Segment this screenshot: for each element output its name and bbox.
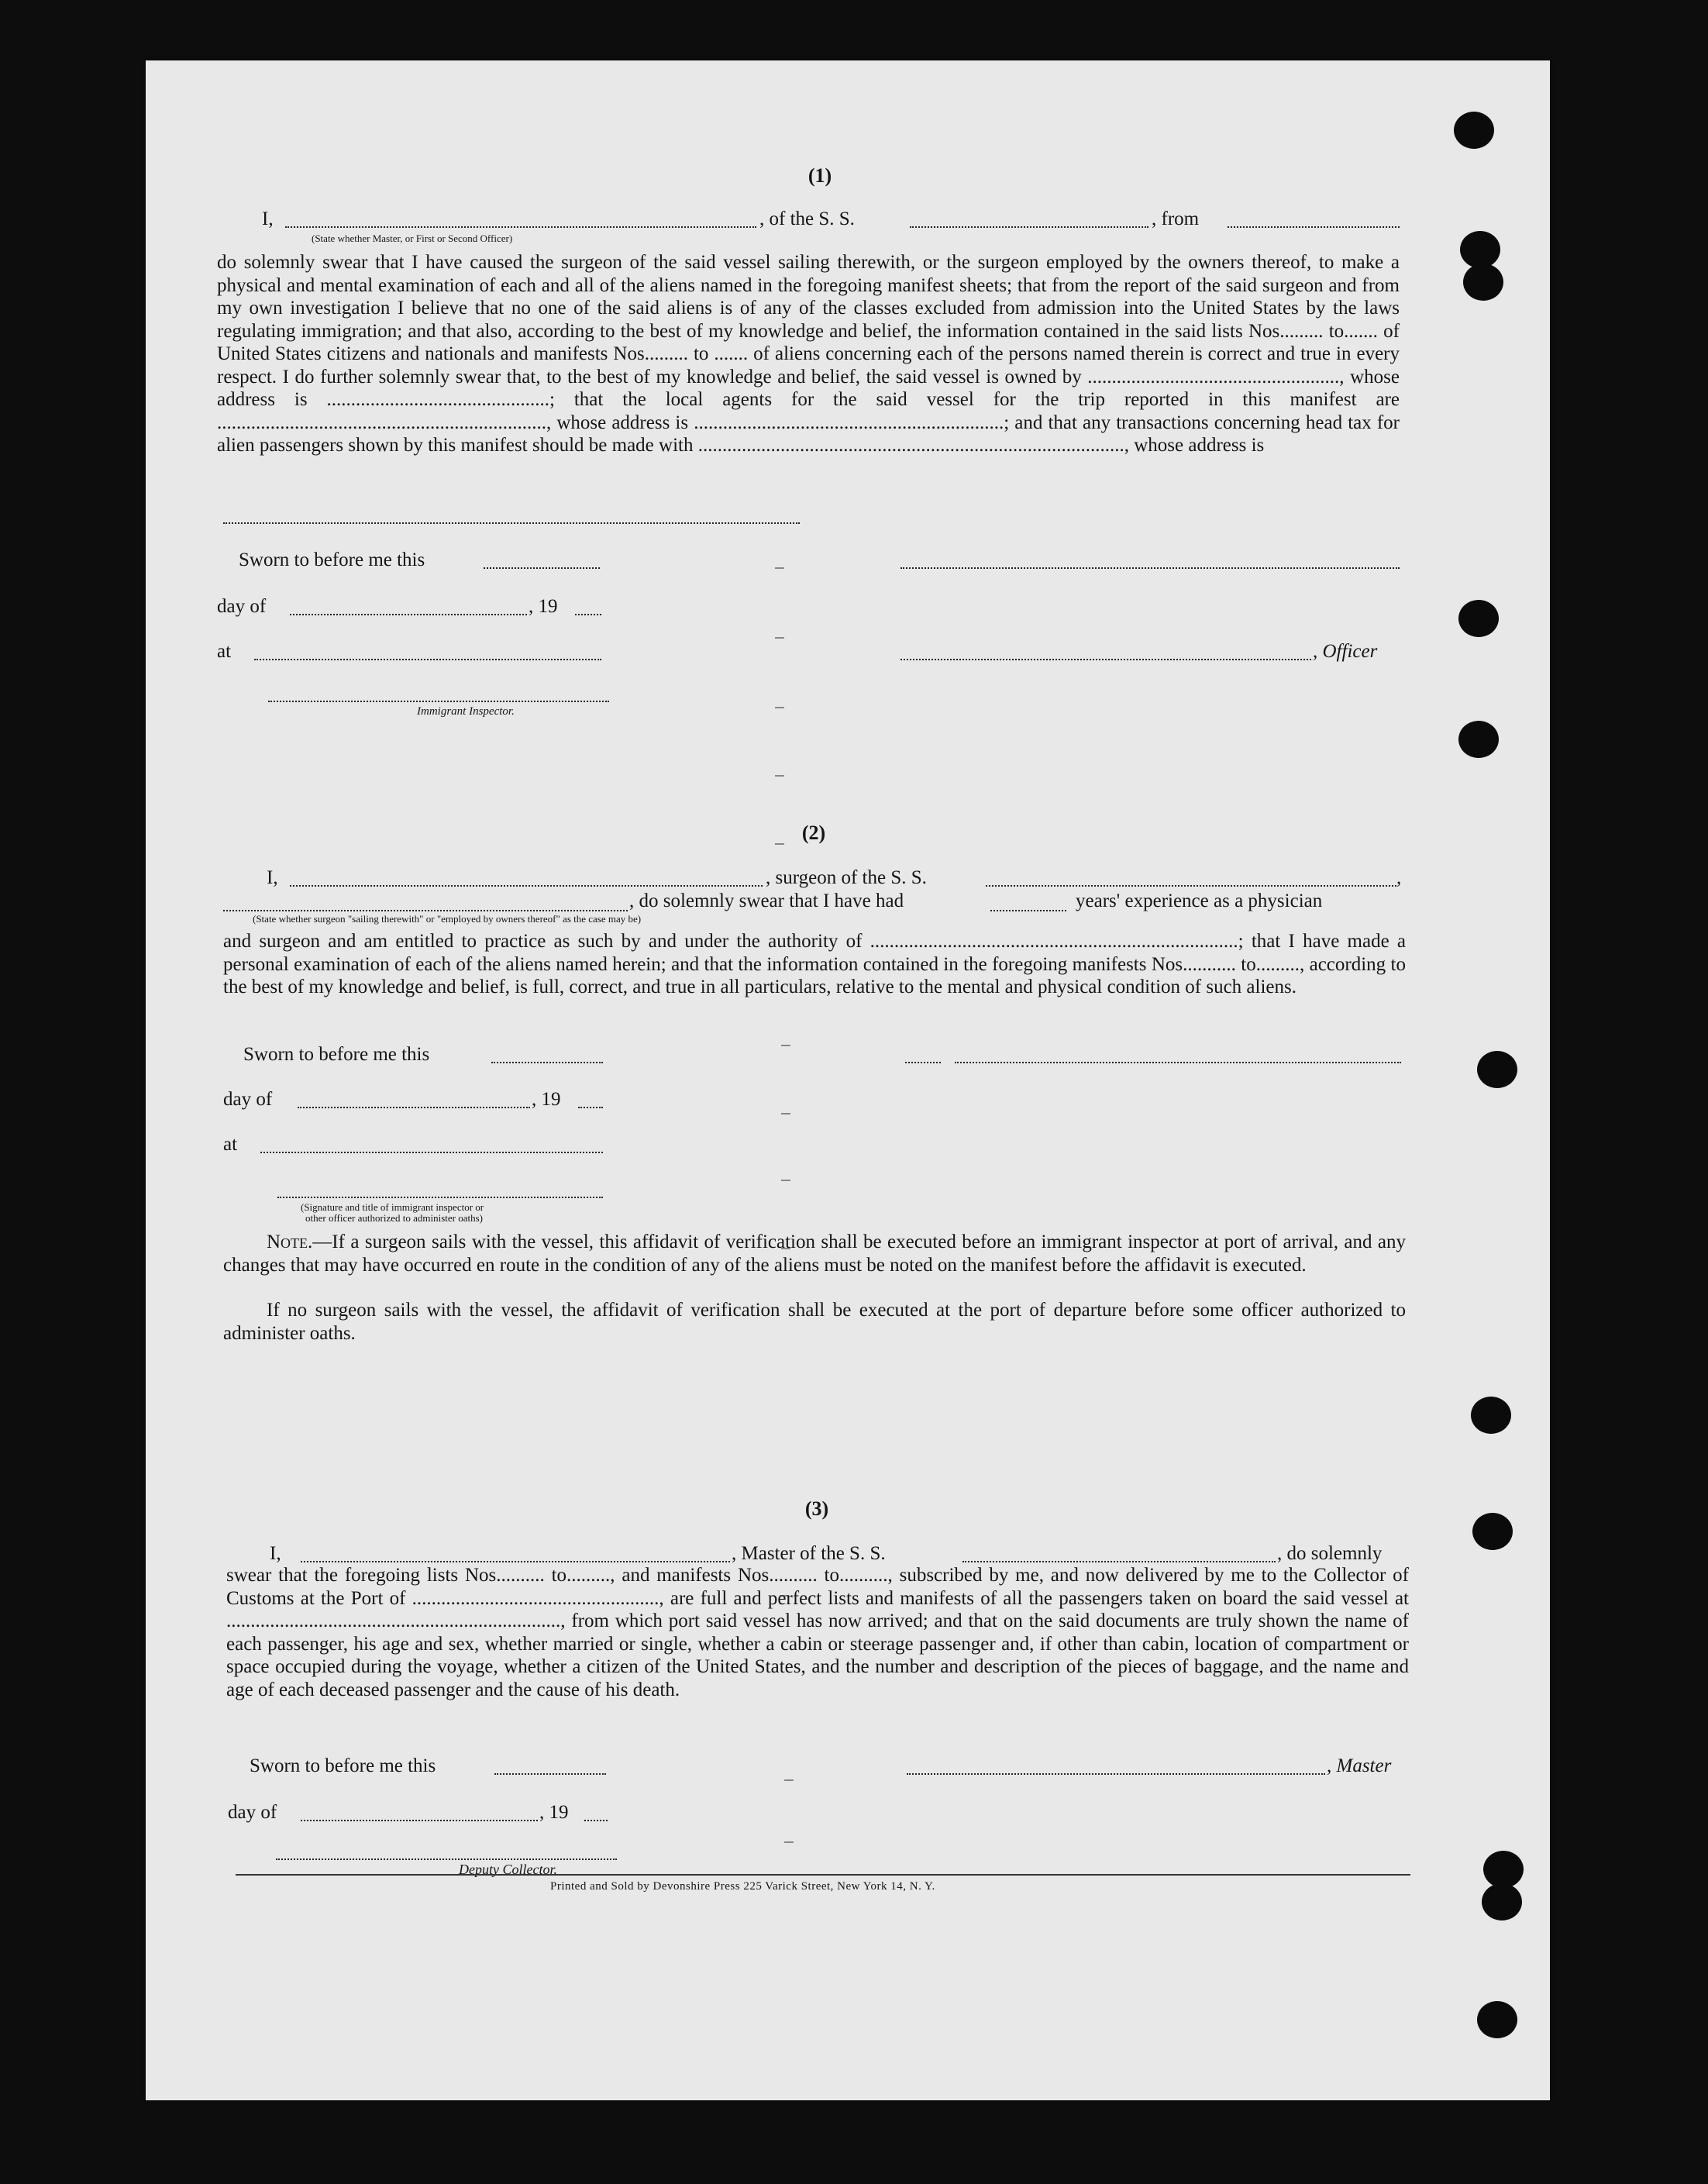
master-label: , Master of the S. S.: [732, 1543, 886, 1564]
officer-caption: (State whether Master, or First or Second Officer): [312, 233, 513, 244]
sworn-day-field-2[interactable]: [491, 1062, 603, 1063]
collector-caption: Deputy Collector.: [459, 1862, 557, 1877]
day-of-label-3: day of: [228, 1802, 277, 1823]
document-page: (1) I, (State whether Master, or First or Second Officer) , of the S. S. , from do solemnly swear that I have caused the surgeon of the said vessel sailing therewith, or the surgeon employed by the owners thereof, to make a physical and mental examination of each and all of the aliens named in the foregoing manifest sheets; that from the report of the said surgeon and from my own investigation I believe that no one of the said aliens is of any of the classes excluded from admission into the United States by the laws regulating immigration; and that also, according to the best of my knowledge and belief, the information contained in the said lists Nos......... to....... of United States citizens and nationals and manifests Nos......... to ....... of aliens concerning each of the persons named therein is correct and true in every respect. I do further solemnly swear that, to the best of my knowledge and belief, the said vessel is owned by ...................................................., whose address is ..............................................; that the local agents for the said vessel for the trip reported in this manifest are ...................................................................., whose address is ................................................................; and that any transactions concerning head tax for alien passengers shown by this manifest should be made with ........................................................................................, whose address is Sworn to before me this day of , 19 at , Officer Immigrant Inspector. (2) I, , surgeon of the S. S. , , do solemnly swear that I have had years' experience as a physician (State whether surgeon "sailing therewith" or "employed by owners thereof" as the case may be) and surgeon and am entitled to practice as such by and under the authority of ............................................................................; that I have made a personal examination of each of the aliens named herein; and that the information contained in the foregoing manifests Nos........... to........., according to the best of my knowledge and belief, is full, correct, and true in all particulars, relative to the mental and physical condition of such aliens. Sworn to before me this day of , 19 at (Signature and title of immigrant inspector or other officer authorized to administer oaths) Note.—If a surgeon sails with the vessel, this affidavit of verification shall be executed before an immigrant inspector at port of arrival, and any changes that may have occurred en route in the condition of any of the aliens must be noted on the manifest before the affidavit is executed. If no surgeon sails with the vessel, the affidavit of verification shall be executed at the port of departure before some officer authorized to administer oaths. (3) I, , Master of the S. S. , do solemnly swear that the foregoing lists Nos.......... to........., and manifests Nos.......... to.........., subscribed by me, and now delivered by me to the Collector of Customs at the Port of ..................................................., are full and perfect lists and manifests of all the passengers taken on board the said vessel at ....................................................................., from which port said vessel has now arrived; and that on the said documents are truly shown the name of each passenger, his age and sex, whether married or single, whether a cabin or steerage passenger and, if other than cabin, location of compartment or space occupied during the voyage, whether a citizen of the United States, and the number and description of the pieces of baggage, and the name and age of each deceased passenger and the cause of his death. Sworn to before me this , Master day of , 19 Deputy Collector. Printed and Sold by Devonshire Press 225 Varick Street, New York 14, N. Y.: [146, 60, 1550, 2100]
master-sig-label: , Master: [1327, 1755, 1392, 1776]
signature-caption-2: other officer authorized to administer oaths): [305, 1212, 483, 1224]
sworn-label-3: Sworn to before me this: [250, 1755, 436, 1776]
at-label: at: [217, 641, 232, 662]
at-field[interactable]: [254, 659, 601, 660]
section-2-body: and surgeon and am entitled to practice as such by and under the authority of ............................................................................; that I have made a personal examination of each of the aliens named herein; and that the information contained in the foregoing manifests Nos........... to........., according to the best of my knowledge and belief, is full, correct, and true in all particulars, relative to the mental and physical condition of such aliens.: [223, 931, 1406, 997]
day-of-field-3[interactable]: [301, 1820, 538, 1821]
years-field[interactable]: [990, 910, 1066, 911]
inspector-caption: Immigrant Inspector.: [417, 705, 515, 718]
year-field-2[interactable]: [578, 1107, 603, 1108]
surgeon-vessel-field[interactable]: [986, 885, 1396, 887]
at-field-2[interactable]: [260, 1152, 603, 1153]
punch-hole: [1454, 112, 1494, 149]
note-paragraph-2: If no surgeon sails with the vessel, the affidavit of verification shall be executed at the port of departure before some officer authorized to administer oaths.: [223, 1300, 1406, 1344]
swear-text: , do solemnly swear that I have had: [629, 890, 904, 911]
signature-caption-1: (Signature and title of immigrant inspector or: [301, 1201, 484, 1213]
note-text: —If a surgeon sails with the vessel, this affidavit of verification shall be executed before an immigrant inspector at port of arrival, and any changes that may have occurred en route in the condition of any of the aliens must be noted on the manifest before the affidavit is executed.: [223, 1232, 1406, 1276]
note-label: Note.: [267, 1232, 313, 1252]
section-3-i-label: I,: [270, 1543, 281, 1564]
punch-hole: [1472, 1513, 1513, 1550]
section-1-heading: (1): [808, 164, 832, 187]
surgeon-name-field[interactable]: [290, 885, 763, 887]
master-name-field[interactable]: [301, 1561, 730, 1562]
punch-hole: [1463, 264, 1503, 301]
section-2-i-label: I,: [267, 867, 278, 888]
section-2-heading: (2): [801, 822, 826, 844]
officer-name-field[interactable]: [285, 226, 756, 228]
footer-rule: [236, 1874, 1410, 1876]
punch-hole: [1458, 600, 1499, 637]
punch-hole: [1471, 1397, 1511, 1434]
officer-signature-line[interactable]: [900, 567, 1400, 569]
punch-hole: [1477, 1051, 1517, 1088]
signature-line-2b[interactable]: [955, 1062, 1401, 1063]
from-label: , from: [1152, 208, 1200, 229]
from-port-field[interactable]: [1228, 226, 1400, 228]
master-vessel-field[interactable]: [962, 1561, 1276, 1562]
day-of-field-2[interactable]: [298, 1107, 530, 1108]
surgeon-caption: (State whether surgeon "sailing therewith" or "employed by owners thereof" as the case may be): [253, 913, 642, 925]
officer-label: , Officer: [1313, 641, 1378, 662]
punch-hole: [1483, 1851, 1524, 1888]
vessel-name-field[interactable]: [910, 226, 1148, 228]
section-3-heading: (3): [804, 1497, 829, 1520]
year-field[interactable]: [575, 614, 601, 615]
at-label-2: at: [223, 1134, 238, 1155]
note-paragraph: [223, 1231, 1406, 1276]
year-field-3[interactable]: [584, 1820, 608, 1821]
punch-hole: [1482, 1883, 1522, 1920]
signature-line-2a[interactable]: [905, 1062, 941, 1063]
sworn-day-field-3[interactable]: [494, 1773, 606, 1775]
section-1-body: do solemnly swear that I have caused the surgeon of the said vessel sailing therewith, or the surgeon employed by the owners thereof, to make a physical and mental examination of each and all of the aliens named in the foregoing manifest sheets; that from the report of the said surgeon and from my own investigation I believe that no one of the said aliens is of any of the classes excluded from admission into the United States by the laws regulating immigration; and that also, according to the best of my knowledge and belief, the information contained in the said lists Nos......... to....... of United States citizens and nationals and manifests Nos......... to ....... of aliens concerning each of the persons named therein is correct and true in every respect. I do further solemnly swear that, to the best of my knowledge and belief, the said vessel is owned by ...................................................., whose address is ..............................................; that the local agents for the said vessel for the trip reported in this manifest are ...................................................................., whose address is ................................................................; and that any transactions concerning head tax for alien passengers shown by this manifest should be made with ........................................................................................, whose address is: [217, 252, 1400, 456]
swear-label: , do solemnly: [1277, 1543, 1383, 1564]
sworn-label: Sworn to before me this: [239, 549, 425, 570]
ss-label: , of the S. S.: [759, 208, 855, 229]
surgeon-label: , surgeon of the S. S.: [766, 867, 927, 888]
collector-signature-line[interactable]: [276, 1858, 617, 1860]
surgeon-type-field[interactable]: [223, 910, 628, 911]
punch-hole: [1460, 231, 1500, 268]
section-3-body: swear that the foregoing lists Nos.......... to........., and manifests Nos.......... to.........., subscribed by me, and now delivered by me to the Collector of Customs at the Port of ..................................................., are full and perfect lists and manifests of all the passengers taken on board the said vessel at ....................................................................., from which port said vessel has now arrived; and that on the said documents are truly shown the name of each passenger, his age and sex, whether married or single, whether a cabin or steerage passenger and, if other than cabin, location of compartment or space occupied during the voyage, whether a citizen of the United States, and the number and description of the pieces of baggage, and the name and age of each deceased passenger and the cause of his death.: [226, 1565, 1409, 1700]
inspector-signature-line[interactable]: [268, 701, 609, 702]
punch-hole: [1458, 721, 1499, 758]
year-label-2: , 19: [532, 1089, 561, 1110]
day-of-label: day of: [217, 596, 267, 617]
sworn-day-field[interactable]: [484, 567, 600, 569]
officer-title-line[interactable]: [900, 659, 1311, 660]
section-1-i-label: I,: [262, 208, 274, 229]
day-of-field[interactable]: [290, 614, 527, 615]
inspector-signature-line-2[interactable]: [277, 1197, 603, 1198]
head-tax-address-field[interactable]: [223, 522, 800, 524]
master-signature-line[interactable]: [907, 1773, 1325, 1775]
sworn-label-2: Sworn to before me this: [243, 1044, 430, 1065]
years-label: years' experience as a physician: [1076, 890, 1323, 911]
year-label: , 19: [529, 596, 558, 617]
year-label-3: , 19: [539, 1802, 569, 1823]
punch-hole: [1477, 2001, 1517, 2038]
day-of-label-2: day of: [223, 1089, 273, 1110]
printer-credit: Printed and Sold by Devonshire Press 225 Varick Street, New York 14, N. Y.: [550, 1880, 935, 1893]
